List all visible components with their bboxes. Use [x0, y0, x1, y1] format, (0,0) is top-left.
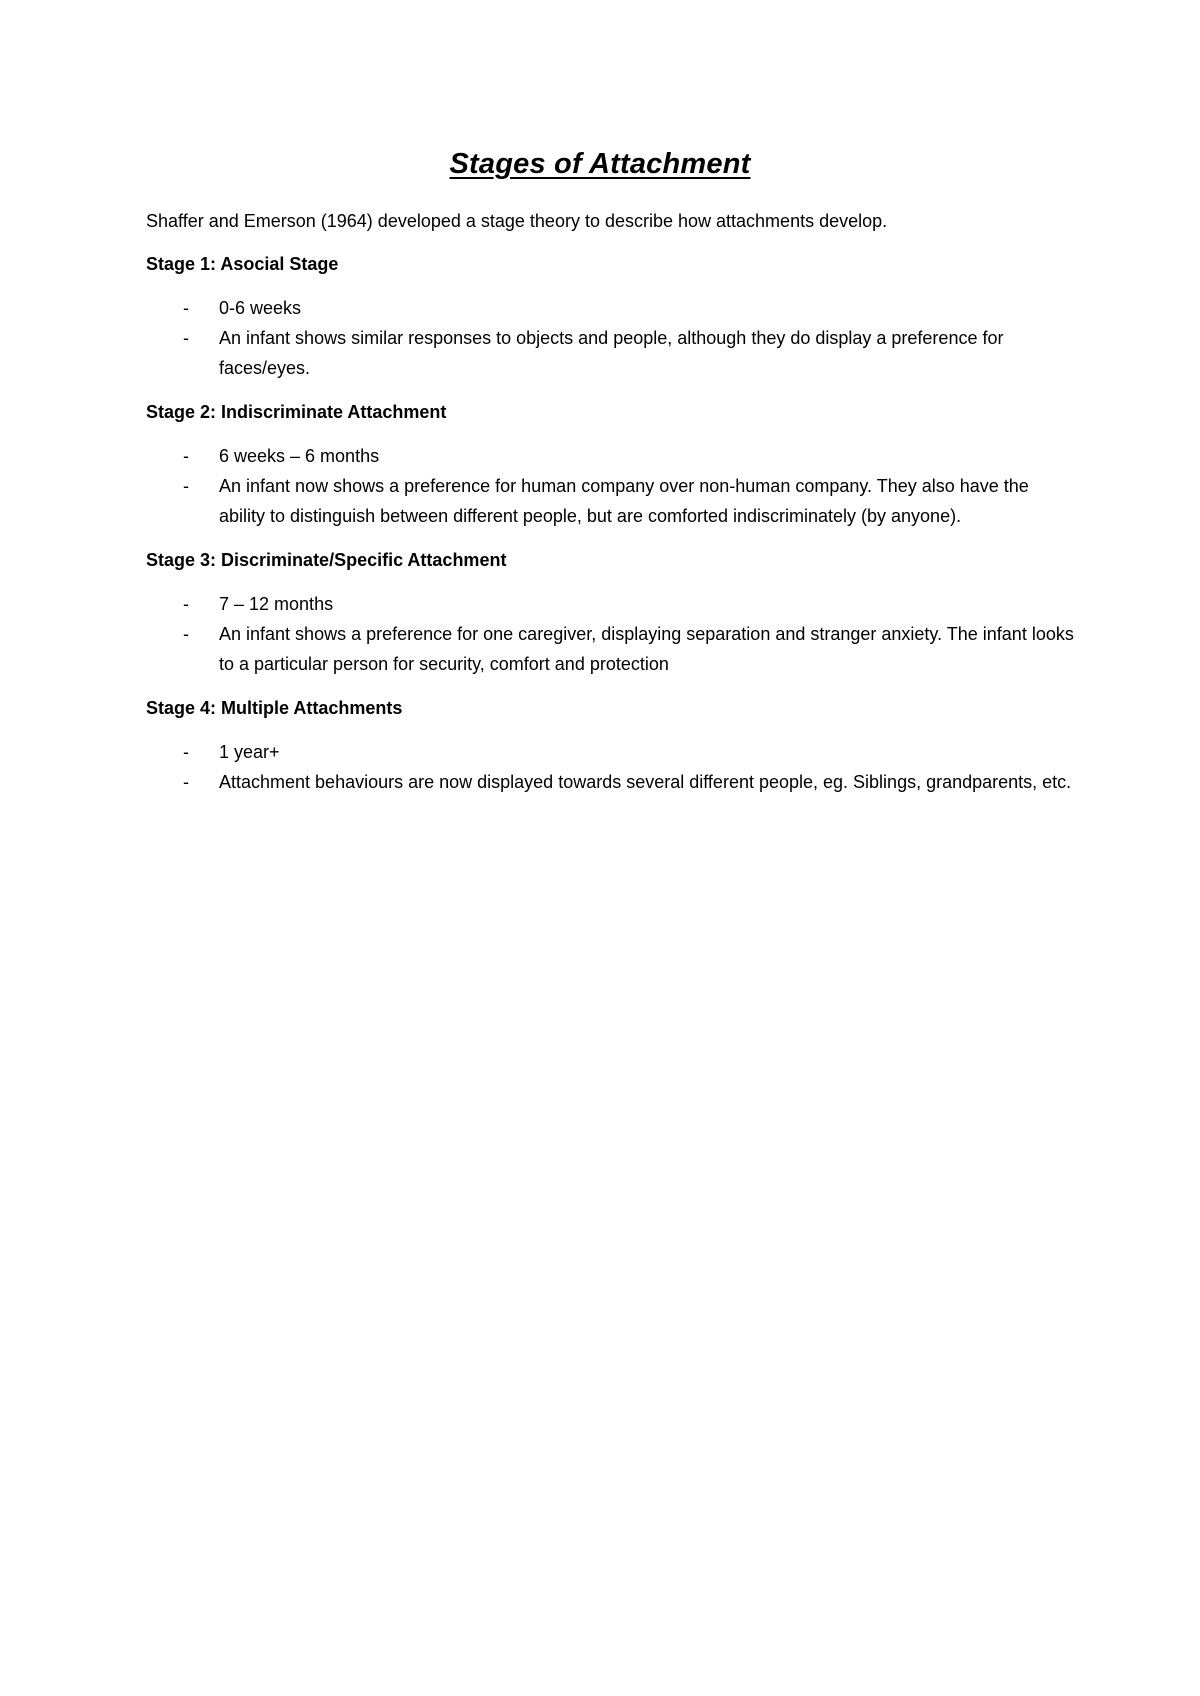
intro-paragraph: Shaffer and Emerson (1964) developed a stage theory to describe how attachments develop. — [146, 211, 888, 231]
stage-point-text: An infant shows similar responses to objects and people, although they do display a preference for faces/eyes. — [219, 328, 1004, 378]
bullet-dash: - — [183, 328, 189, 348]
bullet-dash: - — [183, 624, 189, 644]
stage-point — [146, 323, 1076, 383]
stage-point — [146, 589, 1076, 619]
stage-heading: Stage 2: Indiscriminate Attachment — [146, 402, 447, 422]
stage-point-text: 7 – 12 months — [219, 594, 334, 614]
stage-section-3 — [146, 545, 1076, 679]
stage-point-text: 1 year+ — [219, 742, 280, 762]
bullet-dash: - — [183, 772, 189, 792]
bullet-dash: - — [183, 298, 189, 318]
stage-point — [146, 441, 1076, 471]
stage-point-text: An infant shows a preference for one caregiver, displaying separation and stranger anxiety. The infant looks to a particular person for security, comfort and protection — [219, 624, 1074, 674]
stage-point — [146, 293, 1076, 323]
stage-point — [146, 767, 1076, 797]
stage-heading: Stage 3: Discriminate/Specific Attachment — [146, 550, 507, 570]
bullet-dash: - — [183, 594, 189, 614]
stage-point — [146, 471, 1076, 531]
stage-section-1 — [146, 249, 1076, 383]
stage-point — [146, 619, 1076, 679]
stage-section-2 — [146, 397, 1076, 531]
stage-point-text: 0-6 weeks — [219, 298, 302, 318]
bullet-dash: - — [183, 446, 189, 466]
stage-points — [146, 737, 1076, 797]
stage-points — [146, 589, 1076, 679]
stage-heading: Stage 1: Asocial Stage — [146, 254, 339, 274]
stage-point-text: 6 weeks – 6 months — [219, 446, 380, 466]
bullet-dash: - — [183, 742, 189, 762]
bullet-dash: - — [183, 476, 189, 496]
stage-point-text: Attachment behaviours are now displayed towards several different people, eg. Siblings, grandparents, etc. — [219, 772, 1072, 792]
stage-point-text: An infant now shows a preference for human company over non-human company. They also have the ability to distinguish between different people, but are comforted indiscriminately (by anyone). — [219, 476, 1029, 526]
document-body — [146, 206, 1076, 811]
stage-heading: Stage 4: Multiple Attachments — [146, 698, 403, 718]
stage-points — [146, 441, 1076, 531]
stage-point — [146, 737, 1076, 767]
stage-section-4 — [146, 693, 1076, 797]
page-title: Stages of Attachment — [449, 148, 751, 180]
stage-points — [146, 293, 1076, 383]
